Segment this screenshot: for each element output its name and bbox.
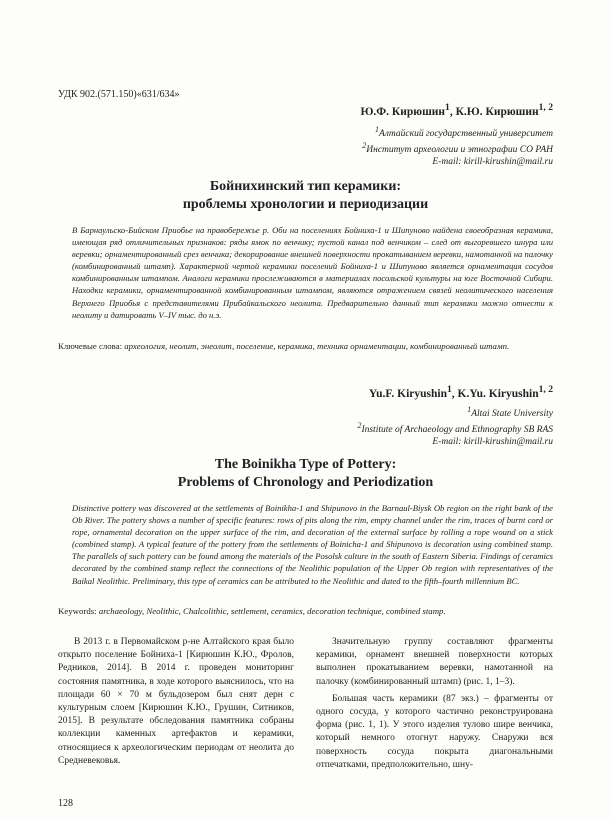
body-right-column (316, 636, 553, 772)
body-left-column (58, 636, 294, 768)
body-paragraph: Большая часть керамики (87 экз.) – фрагменты от одного сосуда, у которого частично реконструирована форма (рис. 1, 1). У этого изделия тулово шире венчика, который немного отогнут наружу. Снаружи вся поверхность сосуда покрыта диагональными отпечатками, предположительно, шну- (316, 693, 553, 770)
en-keywords (58, 605, 553, 617)
ru-title-line2: проблемы хронологии и периодизации (182, 197, 429, 212)
ru-title (58, 178, 553, 214)
ru-authors (360, 102, 553, 118)
en-affiliations (357, 404, 553, 448)
ru-abstract: В Барнаульско-Бийском Приобье на правобережье р. Оби на поселениях Бойниха-1 и Шипуново найдена своеобразная керамика, имеющая ряд отличительных признаков: ряды ямок по венчику; пустой канал под венчиком – след от выгоревшего шнура или веревки; орнаментированный срез венчика; декорирование внешней поверхности прокатыванием веревки, намотанной на палочку (комбинированный штамп). Характерной чертой керамики поселений Бойниха-1 и Шипуново является орнаментация сосудов комбинированным штампом. Аналоги керамики прослеживаются в материалах посольской культуры на юге Восточной Сибири. Находки керамики, орнаментированной комбинированным штампом, являются отражением связей неолитического населения Верхнего Приобья с представителями Прибайкальского неолита. Предварительно данный тип керамики можно отнести к неолиту и датировать V–IV тыс. до н.э. (72, 225, 553, 320)
ru-aff-2: $^2$Институт археологии и этнографии СО РАН (362, 141, 553, 156)
ru-keywords-label: Ключевые слова: (58, 341, 123, 351)
ru-authors-text: Ю.Ф. Кирюшин$^1$, К.Ю. Кирюшин$^{1, 2}$ (360, 102, 553, 118)
en-title-line2: Problems of Chronology and Periodization (177, 475, 434, 490)
ru-keywords (58, 340, 553, 352)
ru-title-line1: Бойнихинский тип керамики: (209, 179, 402, 194)
en-aff-2: $^2$Institute of Archaeology and Ethnography SB RAS (357, 421, 553, 436)
en-keywords-label: Keywords: (58, 606, 97, 616)
udc-code: УДК 902.(571.150)«631/634» (58, 89, 180, 100)
ru-affiliations (362, 124, 553, 168)
en-email: E-mail: kirill-kirushin@mail.ru (432, 437, 553, 448)
en-abstract: Distinctive pottery was discovered at the settlements of Boinikha-1 and Shipunovo in the Barnaul-Biysk Ob region on the right bank of the Ob River. The pottery shows a number of specific features: rows of pits along the rim, empty channel under the rim, traces of burnt cord or rope, ornamental decoration on the upper surface of the rim, and decoration of the external surface by rolling a rope wound on a stick (combined stamp). A typical feature of the pottery from the settlements of Boinicha-1 and Shipunovo is decoration using combined stamp. The parallels of such pottery can be found among the materials of the Posolsk culture in the south of Eastern Siberia. Findings of ceramics decorated by the combined stamp reflect the connections of the Neolithic population of the Upper Ob region with representatives of the Baikal Neolithic. Preliminary, this type of ceramics can be attributed to the Neolithic and dated to the fifth–fourth millennium BC. (72, 503, 553, 586)
en-title (58, 456, 553, 492)
body-paragraph: В 2013 г. в Первомайском р-не Алтайского края было открыто поселение Бойниха-1 [Кирюшин К.Ю., Фролов, Редников, 2014]. В 2014 г. проведен мониторинг состояния памятника, в ходе которого выяснилось, что на площади 60 × 70 м бульдозером был снят дерн с культурным слоем [Кирюшин К.Ю., Грушин, Ситников, 2015]. В результате обследования памятника собраны коллекции каменных артефактов и керамики, относящиеся к археологическим периодам от неолита до Средневековья. (58, 637, 294, 766)
en-title-line1: The Boinikha Type of Pottery: (214, 457, 397, 472)
en-keywords-list: archaeology, Neolithic, Chalcolithic, settlement, ceramics, decoration technique, combined stamp. (98, 606, 446, 616)
page-number: 128 (58, 798, 73, 809)
en-authors (369, 384, 553, 400)
en-authors-text: Yu.F. Kiryushin$^1$, K.Yu. Kiryushin$^{1, 2}$ (368, 384, 553, 400)
body-paragraph: Значительную группу составляют фрагменты керамики, орнамент внешней поверхности которых выполнен прокатыванием веревки, намотанной на палочку (комбинированный штамп) (рис. 1, 1–3). (316, 637, 553, 687)
ru-keywords-list: археология, неолит, энеолит, поселение, керамика, техника орнаментации, комбинированный штамп. (124, 341, 510, 351)
en-aff-1: $^1$Altai State University (467, 405, 553, 420)
ru-aff-1: $^1$Алтайский государственный университет (375, 125, 553, 140)
ru-email: E-mail: kirill-kirushin@mail.ru (432, 157, 553, 168)
